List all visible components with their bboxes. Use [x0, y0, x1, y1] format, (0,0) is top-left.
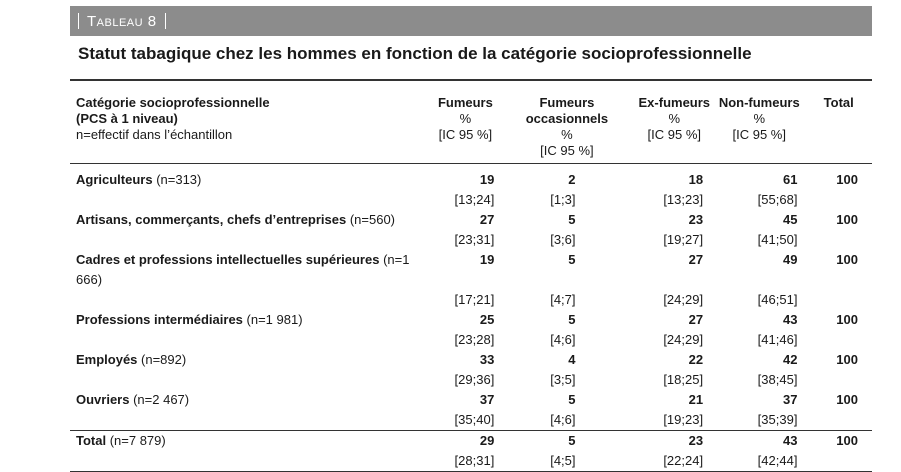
cell-exfumeurs: 27 [688, 252, 704, 267]
row-ic-spacer [70, 451, 432, 471]
cell-fumeurs: 19 [479, 172, 495, 187]
cell-nonfumeurs-ic: [41;50] [757, 232, 798, 247]
header-nonfumeurs-ic: [IC 95 %] [732, 127, 786, 142]
header-category-line2: (PCS à 1 niveau) [76, 111, 178, 126]
cell-nonfumeurs-ic: [41;46] [757, 332, 798, 347]
row-ic-spacer [70, 330, 432, 350]
row-category [70, 310, 432, 330]
table-row-ic [70, 290, 872, 310]
cell-fumeurs-ic: [23;31] [454, 232, 495, 247]
cell-occasionnels: 5 [568, 252, 576, 267]
table-body [70, 164, 872, 472]
total-exfumeurs: 23 [688, 433, 704, 448]
row-ic-spacer [70, 190, 432, 210]
table-row-ic [70, 410, 872, 431]
row-category-count: (n=1 666) [76, 252, 410, 287]
header-occasionnels-unit: % [561, 127, 573, 142]
header-nonfumeurs-unit: % [753, 111, 766, 126]
header-fumeurs-unit: % [459, 111, 472, 126]
cell-nonfumeurs: 49 [782, 252, 798, 267]
header-nonfumeurs-label: Non-fumeurs [718, 95, 800, 110]
header-fumeurs-ic: [IC 95 %] [438, 127, 493, 142]
total-fumeurs: 29 [479, 433, 495, 448]
cell-fumeurs: 37 [479, 392, 495, 407]
total-exfumeurs-ic: [22;24] [663, 453, 704, 468]
cell-occasionnels-ic: [3;6] [550, 232, 576, 247]
total-occasionnels: 5 [568, 433, 576, 448]
cell-nonfumeurs-ic: [35;39] [757, 412, 798, 427]
cell-fumeurs: 33 [479, 352, 495, 367]
cell-total: 100 [836, 172, 858, 187]
cell-exfumeurs: 27 [688, 312, 704, 327]
cell-fumeurs: 27 [479, 212, 495, 227]
cell-exfumeurs-ic: [13;23] [663, 192, 704, 207]
cell-occasionnels-ic: [3;5] [550, 372, 576, 387]
table-row-ic [70, 230, 872, 250]
header-total-label: Total [823, 95, 854, 110]
row-category-name: Artisans, commerçants, chefs d’entreprises [76, 212, 347, 227]
data-table-container [70, 79, 872, 472]
row-category-count: (n=2 467) [129, 392, 190, 407]
header-exfumeurs [636, 81, 714, 164]
cell-occasionnels-ic: [4;7] [550, 292, 576, 307]
cell-exfumeurs: 22 [688, 352, 704, 367]
header-category [70, 81, 432, 164]
cell-fumeurs-ic: [17;21] [454, 292, 495, 307]
header-category-line3: n=effectif dans l’échantillon [76, 127, 233, 142]
total-occasionnels-ic: [4;5] [550, 453, 576, 468]
table-row-values [70, 310, 872, 330]
row-category-count: (n=313) [152, 172, 202, 187]
table-row-values [70, 350, 872, 370]
banner-divider-right [165, 13, 166, 29]
cell-fumeurs: 25 [479, 312, 495, 327]
header-exfumeurs-unit: % [668, 111, 681, 126]
table-row-values [70, 210, 872, 230]
cell-nonfumeurs-ic: [46;51] [757, 292, 798, 307]
cell-total: 100 [836, 352, 858, 367]
table-row-ic [70, 370, 872, 390]
total-total: 100 [836, 433, 858, 448]
row-category-name: Professions intermédiaires [76, 312, 243, 327]
total-nonfumeurs-ic: [42;44] [757, 453, 798, 468]
cell-occasionnels-ic: [1;3] [550, 192, 576, 207]
row-ic-spacer [70, 370, 432, 390]
cell-total: 100 [836, 252, 858, 267]
table-row-values [70, 164, 872, 191]
cell-total: 100 [836, 212, 858, 227]
cell-exfumeurs-ic: [19;27] [663, 232, 704, 247]
table-header-row [70, 81, 872, 164]
cell-total: 100 [836, 312, 858, 327]
cell-fumeurs-ic: [23;28] [454, 332, 495, 347]
cell-occasionnels: 5 [568, 212, 576, 227]
table-row-ic [70, 330, 872, 350]
cell-exfumeurs: 21 [688, 392, 704, 407]
table-row-ic [70, 190, 872, 210]
cell-nonfumeurs: 42 [782, 352, 798, 367]
cell-exfumeurs-ic: [18;25] [663, 372, 704, 387]
banner-divider-left [78, 13, 79, 29]
row-ic-spacer [805, 370, 872, 390]
row-ic-spacer [805, 330, 872, 350]
cell-nonfumeurs-ic: [55;68] [757, 192, 798, 207]
cell-occasionnels: 4 [568, 352, 576, 367]
header-occasionnels-label: Fumeurs occasionnels [525, 95, 609, 126]
row-ic-spacer [805, 410, 872, 431]
total-label: Total [76, 433, 107, 448]
total-fumeurs-ic: [28;31] [454, 453, 495, 468]
row-category-count: (n=560) [346, 212, 396, 227]
cell-nonfumeurs: 61 [782, 172, 798, 187]
row-ic-spacer [805, 451, 872, 471]
cell-fumeurs-ic: [35;40] [454, 412, 495, 427]
cell-exfumeurs-ic: [24;29] [663, 292, 704, 307]
header-category-line1: Catégorie socioprofessionnelle [76, 95, 270, 110]
cell-exfumeurs: 23 [688, 212, 704, 227]
row-category-name: Employés [76, 352, 138, 367]
row-category [70, 390, 432, 410]
cell-nonfumeurs: 43 [782, 312, 798, 327]
header-occasionnels [498, 81, 635, 164]
header-total [805, 81, 872, 164]
table-row-total-ic [70, 451, 872, 471]
cell-occasionnels: 2 [568, 172, 576, 187]
row-category-name: Agriculteurs [76, 172, 153, 187]
cell-nonfumeurs: 37 [782, 392, 798, 407]
cell-nonfumeurs-ic: [38;45] [757, 372, 798, 387]
header-exfumeurs-label: Ex-fumeurs [638, 95, 711, 110]
table-row-total [70, 431, 872, 452]
table-banner [70, 6, 872, 36]
cell-occasionnels: 5 [568, 392, 576, 407]
header-fumeurs-label: Fumeurs [437, 95, 493, 110]
cell-fumeurs: 19 [479, 252, 495, 267]
table-title: Statut tabagique chez les hommes en fonction de la catégorie socioprofessionnelle [78, 44, 752, 63]
cell-occasionnels: 5 [568, 312, 576, 327]
cell-fumeurs-ic: [13;24] [454, 192, 495, 207]
table-row-values [70, 250, 872, 290]
cell-exfumeurs-ic: [19;23] [663, 412, 704, 427]
header-nonfumeurs [713, 81, 805, 164]
cell-fumeurs-ic: [29;36] [454, 372, 495, 387]
cell-occasionnels-ic: [4;6] [550, 332, 576, 347]
row-ic-spacer [70, 410, 432, 431]
row-category-name: Ouvriers [76, 392, 130, 407]
cell-exfumeurs-ic: [24;29] [663, 332, 704, 347]
row-category [70, 210, 432, 230]
row-ic-spacer [805, 190, 872, 210]
data-table [70, 81, 872, 471]
row-category-count: (n=1 981) [242, 312, 303, 327]
row-category-count: (n=892) [137, 352, 187, 367]
header-occasionnels-ic: [IC 95 %] [540, 143, 594, 158]
row-category [70, 164, 432, 191]
cell-exfumeurs: 18 [688, 172, 704, 187]
table-row-values [70, 390, 872, 410]
banner-label: Tableau 8 [87, 12, 157, 30]
row-category [70, 250, 432, 290]
total-category [70, 431, 432, 452]
row-ic-spacer [70, 230, 432, 250]
row-category [70, 350, 432, 370]
row-ic-spacer [805, 290, 872, 310]
header-exfumeurs-ic: [IC 95 %] [647, 127, 702, 142]
row-ic-spacer [805, 230, 872, 250]
total-count: (n=7 879) [106, 433, 166, 448]
row-ic-spacer [70, 290, 432, 310]
row-category-name: Cadres et professions intellectuelles supérieures [76, 252, 380, 267]
cell-occasionnels-ic: [4;6] [550, 412, 576, 427]
total-nonfumeurs: 43 [782, 433, 798, 448]
cell-nonfumeurs: 45 [782, 212, 798, 227]
cell-total: 100 [836, 392, 858, 407]
header-fumeurs [432, 81, 498, 164]
